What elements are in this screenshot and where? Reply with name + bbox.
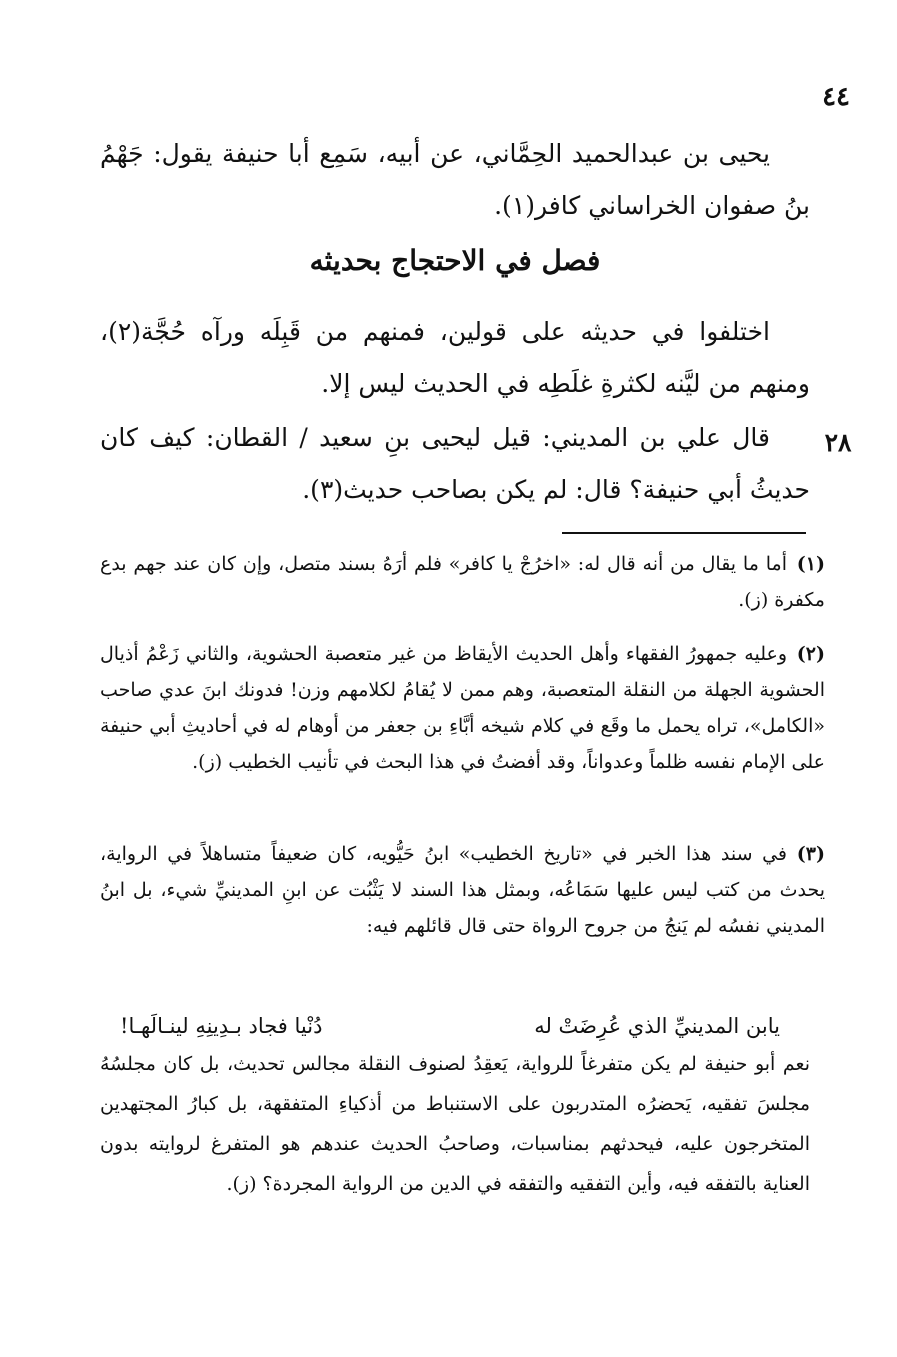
footnote-divider	[562, 532, 806, 534]
footnote-number: (٣)	[796, 843, 825, 865]
footnote-3	[100, 836, 825, 944]
paragraph-quote: قال علي بن المديني: قيل ليحيى بنِ سعيد / القطان: كيف كان حديثُ أبي حنيفة؟ قال: لم يكن بصاحب حديث(٣).	[100, 423, 810, 504]
footnote-1	[100, 546, 825, 618]
footnote-text: أما ما يقال من أنه قال له: «اخرُجْ يا كافر» فلم أرَهُ بسند متصل، وإن كان عند جهم بدع مكفرة (ز).	[100, 553, 825, 611]
section-heading: فصل في الاحتجاج بحديثه	[309, 244, 601, 277]
footnote-number: (٢)	[796, 643, 825, 665]
poem-first-hemistich: يابن المدينيِّ الذي عُرِضَتْ له	[534, 1014, 780, 1038]
poem-verse	[120, 1006, 780, 1046]
footnote-text: في سند هذا الخبر في «تاريخ الخطيب» ابنُ حَيُّويه، كان ضعيفاً متساهلاً في الرواية، يحدث من كتب ليس عليها سَمَاعُه، وبمثل هذا السند لا يَثْبُت عن ابنِ المدينيِّ شيء، بل ابنُ المديني نفسُه لم يَنجُ من جروح الرواة حتى قال قائلهم فيه:	[100, 843, 825, 937]
margin-number: ٢٨	[824, 428, 852, 457]
footnote-2	[100, 636, 825, 780]
paragraph-disagreement: اختلفوا في حديثه على قولين، فمنهم من قَبِلَه ورآه حُجَّة(٢)، ومنهم من ليَّنه لكثرةِ غلَطِه في الحديث ليس إلا.	[100, 317, 810, 398]
footnote-3-continuation: نعم أبو حنيفة لم يكن متفرغاً للرواية، يَعقِدُ لصنوف النقلة مجالس تحديث، بل كان مجلسُهُ مجلسَ تفقيه، يَحضرُه المتدربون على الاستنباط من أذكياءِ المتفقهة، بل كبارُ المجتهدين المتخرجون عليه، فيحدثهم بمناسبات، وصاحبُ الحديث عندهم هو المتفرغ لروايته بدون العناية بالتفقه فيه، وأين التفقيه والتفقه في الدين من الرواية المجردة؟ (ز).	[100, 1053, 810, 1195]
footnote-number: (١)	[796, 553, 825, 575]
paragraph-narration: يحيى بن عبدالحميد الحِمَّاني، عن أبيه، سَمِع أبا حنيفة يقول: جَهْمُ بنُ صفوان الخراساني كافر(١).	[100, 139, 810, 220]
poem-second-hemistich: دُنْيا فجاد بـدِينِهِ لينـالَهـا!	[120, 1014, 323, 1038]
page-number: ٤٤	[822, 82, 850, 112]
footnote-text: وعليه جمهورُ الفقهاء وأهل الحديث الأيقاظ من غير متعصبة الحشوية، والثاني زَعْمُ أذيال الحشوية الجهلة من النقلة المتعصبة، وهم ممن لا يُقامُ لكلامهم وزن! فدونك ابنَ عدي صاحب «الكامل»، تراه يحمل ما وقَع في كلام شيخه أبَّاءِ بن جعفر من أوهام له في أحاديثِ أبي حنيفة على الإمام نفسه ظلماً وعدواناً، وقد أفضتُ في هذا البحث في تأنيب الخطيب (ز).	[100, 643, 825, 773]
